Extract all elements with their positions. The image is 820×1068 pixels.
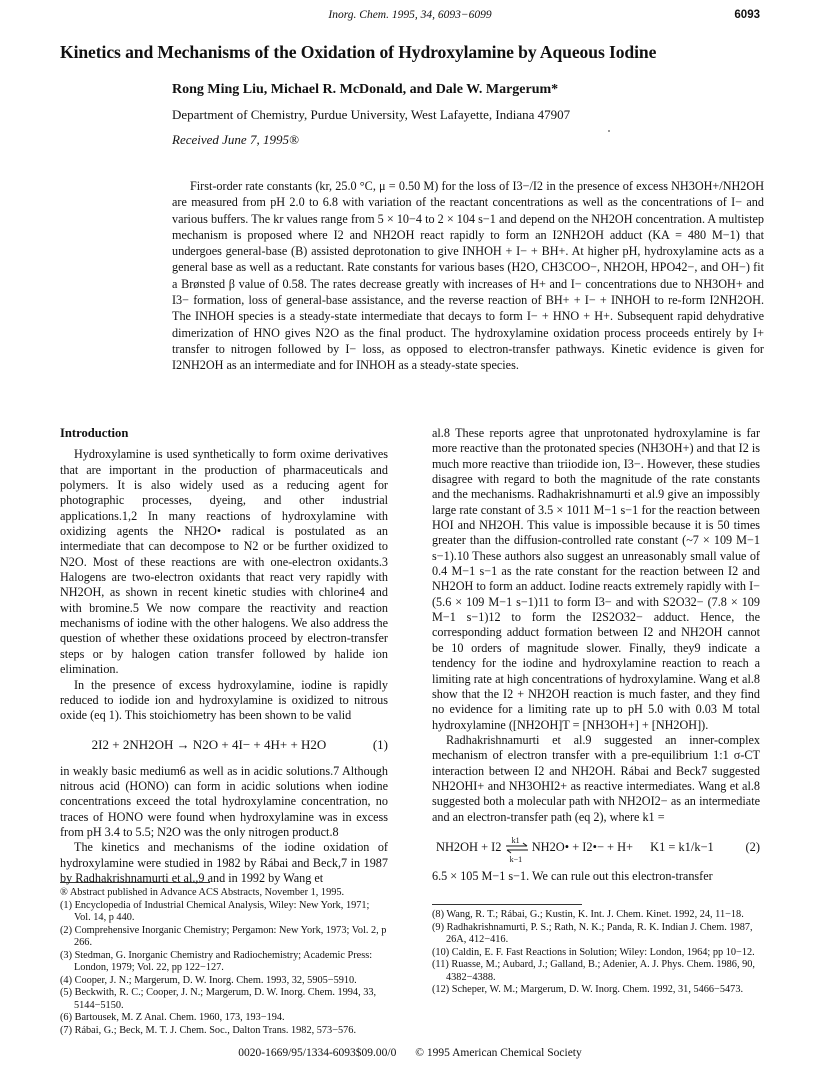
footnote: (8) Wang, R. T.; Rábai, G.; Kustin, K. Int. J. Chem. Kinet. 1992, 24, 11−18. <box>432 909 744 920</box>
equation-1-number: (1) <box>372 736 388 752</box>
footnote: (12) Scheper, W. M.; Margerum, D. W. Inorg. Chem. 1992, 31, 5466−5473. <box>432 984 744 995</box>
equation-2-reactants: NH2OH + I2 <box>436 839 502 854</box>
stray-mark <box>608 130 610 132</box>
footnote: (7) Rábai, G.; Beck, M. T. J. Chem. Soc., Dalton Trans. 1982, 573−576. <box>60 1024 357 1036</box>
footnote: (2) Comprehensive Inorganic Chemistry; Pergamon: New York, 1973; Vol. 2, p 266. <box>60 924 387 948</box>
page-footer <box>0 1047 820 1059</box>
footnotes-left <box>60 882 388 1037</box>
equation-1 <box>60 730 388 760</box>
equation-2-number: (2) <box>745 839 760 854</box>
equation-2-equilibrium-constant: K1 = k1/k−1 <box>650 839 714 854</box>
equation-1-body: 2I2 + 2NH2OH → N2O + 4I− + 4H+ + H2O <box>91 736 327 752</box>
equation-2 <box>432 829 760 865</box>
running-header <box>0 9 820 25</box>
section-heading-introduction: Introduction <box>60 426 129 440</box>
footnote: (4) Cooper, J. N.; Margerum, D. W. Inorg. Chem. 1993, 32, 5905−5910. <box>60 974 357 986</box>
footnote: (6) Bartousek, M. Z Anal. Chem. 1960, 173, 193−194. <box>60 1012 285 1023</box>
footnote: (10) Caldin, E. F. Fast Reactions in Solution; Wiley: London, 1964; pp 10−12. <box>432 946 755 958</box>
footnote: (1) Encyclopedia of Industrial Chemical Analysis, Wiley: New York, 1971; Vol. 14, p 440. <box>60 899 370 923</box>
copyright: © 1995 American Chemical Society <box>415 1047 582 1059</box>
footnote: (9) Radhakrishnamurti, P. S.; Rath, N. K.; Panda, R. K. Indian J. Chem. 1987, 26A, 412−416. <box>432 921 753 945</box>
affiliation: Department of Chemistry, Purdue University, West Lafayette, Indiana 47907 <box>172 107 571 122</box>
paragraph: al.8 These reports agree that unprotonated hydroxylamine is far more reactive than the protonated species (NH3OH+) and that I2 is much more reactive than triiodide ion, I3−. However, these studies disagree with regard to both the magnitude of the rate constants and the mechanisms. Radhakrishnamurti et al.9 give an impossibly large rate constant of 3.5 × 1011 M−1 s−1 for the reaction between HOI and NH2OH. This value is impossible because it is 50 times greater than the diffusion-controlled rate constant (~7 × 109 M−1 s−1).10 These authors also suggest an unreasonably small value of 0.4 M−1 s−1 as the rate constant for the reaction between I2 and NH2OH to form an adduct. Iodine reacts extremely rapidly with I− (5.6 × 109 M−1 s−1)11 to form I3− and with S2O32− (7.8 × 109 M−1 s−1)12 to form the I2S2O32− adduct. Hence, the corresponding adduct formation between I2 and NH2OH cannot be 10 orders of magnitude slower. Finally, they9 indicate a tendency for the iodine and hydroxylamine reaction to reach a limiting rate at high concentrations of hydroxylamine. Wang et al.8 show that the I2 + NH2OH reaction is much faster, and they find no evidence for a limiting rate up to pH 5.0 with 0.03 M total hydroxylamine ([NH2OH]T = [NH3OH+] + [NH2OH]). <box>432 426 760 732</box>
paragraph: 6.5 × 105 M−1 s−1. We can rule out this electron-transfer <box>432 868 713 883</box>
paragraph: Hydroxylamine is used synthetically to form oxime derivatives that are important in the production of pharmaceuticals and polymers. It is also widely used as a reducing agent for photographic processes, dyeing, and other industrial applications.1,2 In many reactions of hydroxylamine with oxidizing agents the NH2O• radical is postulated as an intermediate that can decompose to N2 or be further oxidized to N2O. Most of these reactions are with one-electron oxidants.3 Halogens are two-electron oxidants that react very rapidly with NH2OH, as shown in recent kinetic studies with chlorine4 and with bromine.5 We now compare the reactivity and reaction mechanisms of iodine with the other halogens. We also address the question of whether these oxidations proceed by electron-transfer steps or by halogen cation transfer followed by halide ion elimination. <box>60 447 388 677</box>
footnote: (11) Ruasse, M.; Aubard, J.; Galland, B.; Adenier, A. J. Phys. Chem. 1986, 90, 4382−4388. <box>432 959 755 983</box>
footnote: (3) Stedman, G. Inorganic Chemistry and Radiochemistry; Academic Press: London, 1979; Vol. 22, pp 122−127. <box>60 949 373 973</box>
paragraph: The kinetics and mechanisms of the iodine oxidation of hydroxylamine were studied in 1982 by Rábai and Beck,7 in 1987 by Radhakrishnamurti et al.,9 and in 1992 by Wang et <box>60 840 388 885</box>
footnote-divider <box>432 904 582 905</box>
article-title: Kinetics and Mechanisms of the Oxidation of Hydroxylamine by Aqueous Iodine <box>60 42 657 62</box>
footnote: (5) Beckwith, R. C.; Cooper, J. N.; Margerum, D. W. Inorg. Chem. 1994, 33, 5144−5150. <box>60 987 377 1011</box>
right-column <box>432 426 760 884</box>
price-code: 0020-1669/95/1334-6093$09.00/0 <box>238 1047 397 1059</box>
footnote-divider <box>60 882 210 883</box>
equation-2-body <box>436 836 714 865</box>
paragraph: Radhakrishnamurti et al.9 suggested an inner-complex mechanism of electron transfer with a pre-equilibrium 1:1 σ-CT interaction between I2 and NH2OH. Rábai and Beck7 suggested NH2OHI+ and NH3OHI2+ as reactive intermediates. Wang et al.8 suggested both a molecular path with NH2OI2− as an intermediate and an electron-transfer path (eq 2), where k1 = <box>432 732 760 824</box>
left-column <box>60 426 388 886</box>
author-list: Rong Ming Liu, Michael R. McDonald, and Dale W. Margerum* <box>172 82 559 97</box>
equation-2-products: NH2O• + I2•− + H+ <box>531 839 634 854</box>
footnotes-right <box>432 904 760 997</box>
paragraph: In the presence of excess hydroxylamine, iodine is rapidly reduced to iodide ion and hydroxylamine is oxidized to nitrous oxide (eq 1). This stoichiometry has been shown to be valid <box>60 677 388 723</box>
received-date: Received June 7, 1995® <box>172 132 299 147</box>
abstract: First-order rate constants (kr, 25.0 °C, μ = 0.50 M) for the loss of I3−/I2 in the presence of excess NH3OH+/NH2OH are measured from pH 2.0 to 6.8 with variation of the reactant concentrations as well as the concentrations of I− and various buffers. The kr values range from 5 × 10−4 to 2 × 104 s−1 and depend on the NH2OH concentration. A multistep mechanism is proposed where I2 and NH2OH react rapidly to form an I2NH2OH adduct (KA = 480 M−1) that undergoes general-base (B) assisted deprotonation to give INHOH + I− + BH+. At higher pH, hydroxylamine acts as a general base as well as a reductant. Rate constants for various bases (H2O, CH3COO−, NH2OH, HPO42−, and OH−) fit a Brønsted β value of 0.58. The rates decrease greatly with increases of H+ and I− concentrations due to NH3OH+ and I3− formation, loss of general-base assistance, and the reverse reaction of BH+ + I− + INHOH to re-form I2NH2OH. The INHOH species is a steady-state intermediate that decays to form I− + HNO + H+. Subsequent rapid dehydrative dimerization of HNO gives N2O as the final product. The hydroxylamine oxidation process proceeds entirely by I+ transfer to nitrogen followed by I− loss, as opposed to electron-transfer pathways. Kinetic evidence is given for I2NH2OH as an intermediate and for INHOH as a steady-state species. <box>172 179 764 373</box>
equation-2-k1: k1 <box>511 836 520 846</box>
journal-citation: Inorg. Chem. 1995, 34, 6093−6099 <box>328 9 492 21</box>
equilibrium-arrow-icon <box>505 836 529 865</box>
paragraph: in weakly basic medium6 as well as in acidic solutions.7 Although nitrous acid (HONO) can form in acidic solutions when iodine concentrations exceed the total hydroxylamine concentration, no traces of HONO were found when hydroxylamine was in excess from pH 3.4 to 5.5; N2O was the only nitrogen product.8 <box>60 763 388 839</box>
footnote: ® Abstract published in Advance ACS Abstracts, November 1, 1995. <box>60 887 345 898</box>
equation-2-k-1: k−1 <box>509 855 523 865</box>
page-number: 6093 <box>734 9 760 21</box>
